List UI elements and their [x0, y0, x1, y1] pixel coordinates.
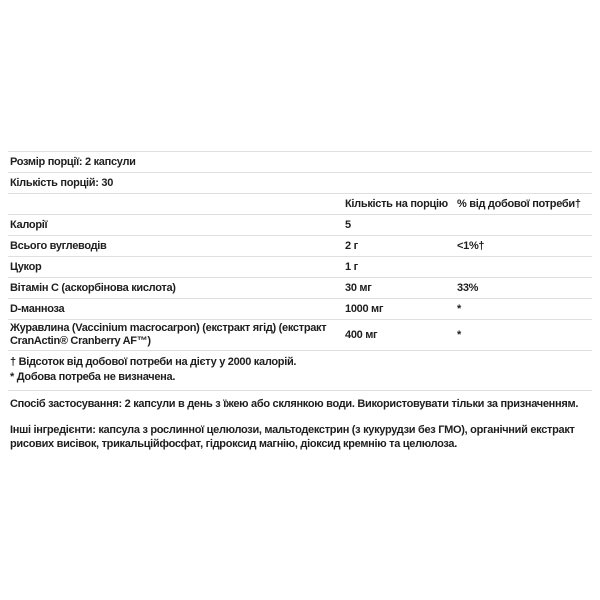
other-ingredients-paragraph: Інші інгредієнти: капсула з рослинної целюлози, мальтодекстрин (з кукурудзи без ГМО), органічний екстракт рисових висівок, трикальційфосфат, гідроксид магнію, діоксид кремнію та целюлоза. — [10, 424, 575, 450]
serving-size-text: Розмір порції: 2 капсули — [10, 155, 136, 168]
nutrient-amount: 2 г — [345, 239, 358, 252]
nutrient-amount: 5 — [345, 218, 351, 231]
nutrient-amount: 1000 мг — [345, 302, 384, 315]
servings-per-container-text: Кількість порцій: 30 — [10, 176, 114, 189]
footnote-dv-not-established: * Добова потреба не визначена. — [10, 371, 176, 383]
table-row-total-carbs — [8, 236, 592, 257]
table-row-vitamin-c — [8, 278, 592, 299]
nutrient-name: Журавлина (Vaccinium macrocarpon) (екстракт ягід) (екстракт CranActin® Cranberry AF™) — [10, 322, 327, 347]
nutrient-name: D-манноза — [10, 302, 65, 315]
nutrient-name: Всього вуглеводів — [10, 239, 107, 252]
column-header-row — [8, 194, 592, 215]
nutrient-amount: 400 мг — [345, 328, 378, 341]
nutrient-amount: 1 г — [345, 260, 358, 273]
nutrient-name: Калорії — [10, 218, 48, 231]
table-row-calories — [8, 215, 592, 236]
footnote-daily-value: † Відсоток від добової потреби на дієту у 2000 калорій. — [10, 356, 297, 368]
nutrient-dv: <1%† — [457, 239, 485, 252]
nutrient-dv: 33% — [457, 281, 479, 294]
nutrient-dv: * — [457, 328, 461, 341]
nutrient-name: Вітамін C (аскорбінова кислота) — [10, 281, 176, 294]
directions-paragraph: Спосіб застосування: 2 капсули в день з їжею або склянкою води. Використовувати тільки за призначенням. — [10, 398, 579, 410]
table-row-cranberry — [8, 320, 592, 351]
table-row-d-mannose — [8, 299, 592, 320]
amount-column-header: Кількість на порцію — [345, 197, 448, 210]
footnotes-block — [8, 351, 592, 391]
supplement-facts-table — [8, 151, 592, 391]
daily-value-column-header: % від добової потреби† — [457, 197, 581, 210]
nutrient-amount: 30 мг — [345, 281, 372, 294]
servings-per-container-row — [8, 173, 592, 194]
nutrient-name: Цукор — [10, 260, 42, 273]
nutrient-dv: * — [457, 302, 461, 315]
table-row-sugar — [8, 257, 592, 278]
serving-size-row — [8, 152, 592, 173]
